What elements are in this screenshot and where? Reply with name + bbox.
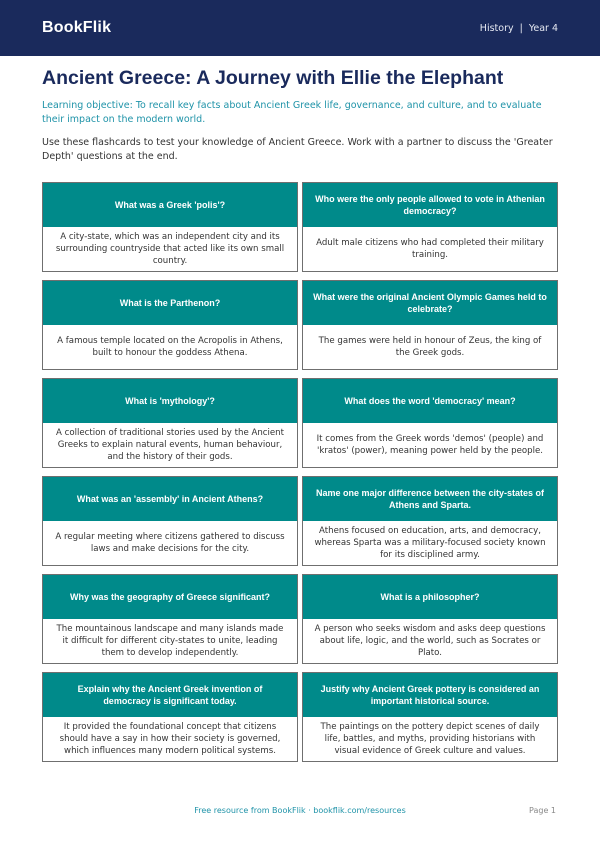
intro-text: Use these flashcards to test your knowledge of Ancient Greece. Work with a partner to discuss the 'Greater Depth' questions at the end. <box>42 137 553 162</box>
flashcard-question: Explain why the Ancient Greek invention of democracy is significant today. <box>43 673 297 717</box>
flashcard-question: What is 'mythology'? <box>43 379 297 423</box>
flashcard[interactable] <box>302 280 558 370</box>
footer-credit[interactable]: Free resource from BookFlik · bookflik.com/resources <box>194 806 406 815</box>
flashcard[interactable] <box>42 280 298 370</box>
flashcard-answer: A collection of traditional stories used by the Ancient Greeks to explain natural events, human behaviour, and the history of their gods. <box>55 428 284 462</box>
year-label: Year 4 <box>528 22 558 34</box>
flashcard-question: Justify why Ancient Greek pottery is considered an important historical source. <box>303 673 557 717</box>
flashcard[interactable] <box>302 378 558 468</box>
flashcard[interactable] <box>302 574 558 664</box>
flashcard-answer: It comes from the Greek words 'demos' (people) and 'kratos' (power), meaning power held by the people. <box>316 434 544 456</box>
page-number: Page 1 <box>529 806 556 815</box>
flashcard-answer: A city-state, which was an independent city and its surrounding countryside that acted like its own small country. <box>55 232 285 266</box>
flashcard-question: What is a philosopher? <box>303 575 557 619</box>
flashcard-answer: A regular meeting where citizens gathered to discuss laws and make decisions for the city. <box>55 532 285 554</box>
flashcard[interactable] <box>302 672 558 762</box>
brand-logo[interactable]: BookFlik <box>42 19 112 36</box>
flashcard-answer: Adult male citizens who had completed their military training. <box>316 238 544 260</box>
flashcard[interactable] <box>42 574 298 664</box>
meta-separator: | <box>519 22 523 34</box>
flashcard-question: What is the Parthenon? <box>43 281 297 325</box>
flashcard-answer: The paintings on the pottery depict scenes of daily life, battles, and myths, providing historians with visual evidence of Greek culture and values. <box>320 722 540 756</box>
flashcard-question: Why was the geography of Greece significant? <box>43 575 297 619</box>
flashcard[interactable] <box>42 476 298 566</box>
learning-objective: Learning objective: To recall key facts about Ancient Greek life, governance, and culture, and to evaluate their impact on the modern world. <box>42 100 542 125</box>
flashcard[interactable] <box>42 182 298 272</box>
flashcard-answer: The games were held in honour of Zeus, the king of the Greek gods. <box>318 336 542 358</box>
page-title: Ancient Greece: A Journey with Ellie the Elephant <box>42 67 504 89</box>
flashcard[interactable] <box>302 182 558 272</box>
flashcard-answer: A famous temple located on the Acropolis in Athens, built to honour the goddess Athena. <box>57 336 283 358</box>
flashcard-answer: It provided the foundational concept that citizens should have a say in how their society is governed, which influences many modern political systems. <box>59 722 281 756</box>
flashcard-question: What was an 'assembly' in Ancient Athens? <box>43 477 297 521</box>
flashcard[interactable] <box>42 672 298 762</box>
flashcard-answer: Athens focused on education, arts, and democracy, whereas Sparta was a military-focused society known for its disciplined army. <box>314 526 546 560</box>
flashcard-answer: The mountainous landscape and many islands made it difficult for different city-states to unite, leading them to develop independently. <box>56 624 284 658</box>
flashcard[interactable] <box>302 476 558 566</box>
flashcard[interactable] <box>42 378 298 468</box>
header-meta <box>480 23 558 34</box>
flashcard-question: Who were the only people allowed to vote in Athenian democracy? <box>303 183 557 227</box>
flashcard-grid <box>42 182 558 762</box>
flashcard-answer: A person who seeks wisdom and asks deep questions about life, logic, and the world, such as Socrates or Plato. <box>314 624 546 658</box>
page-header <box>0 0 600 56</box>
flashcard-question: What were the original Ancient Olympic Games held to celebrate? <box>303 281 557 325</box>
flashcard-question: What was a Greek 'polis'? <box>43 183 297 227</box>
subject-label: History <box>479 22 514 34</box>
flashcard-question: What does the word 'democracy' mean? <box>303 379 557 423</box>
flashcard-question: Name one major difference between the city-states of Athens and Sparta. <box>303 477 557 521</box>
